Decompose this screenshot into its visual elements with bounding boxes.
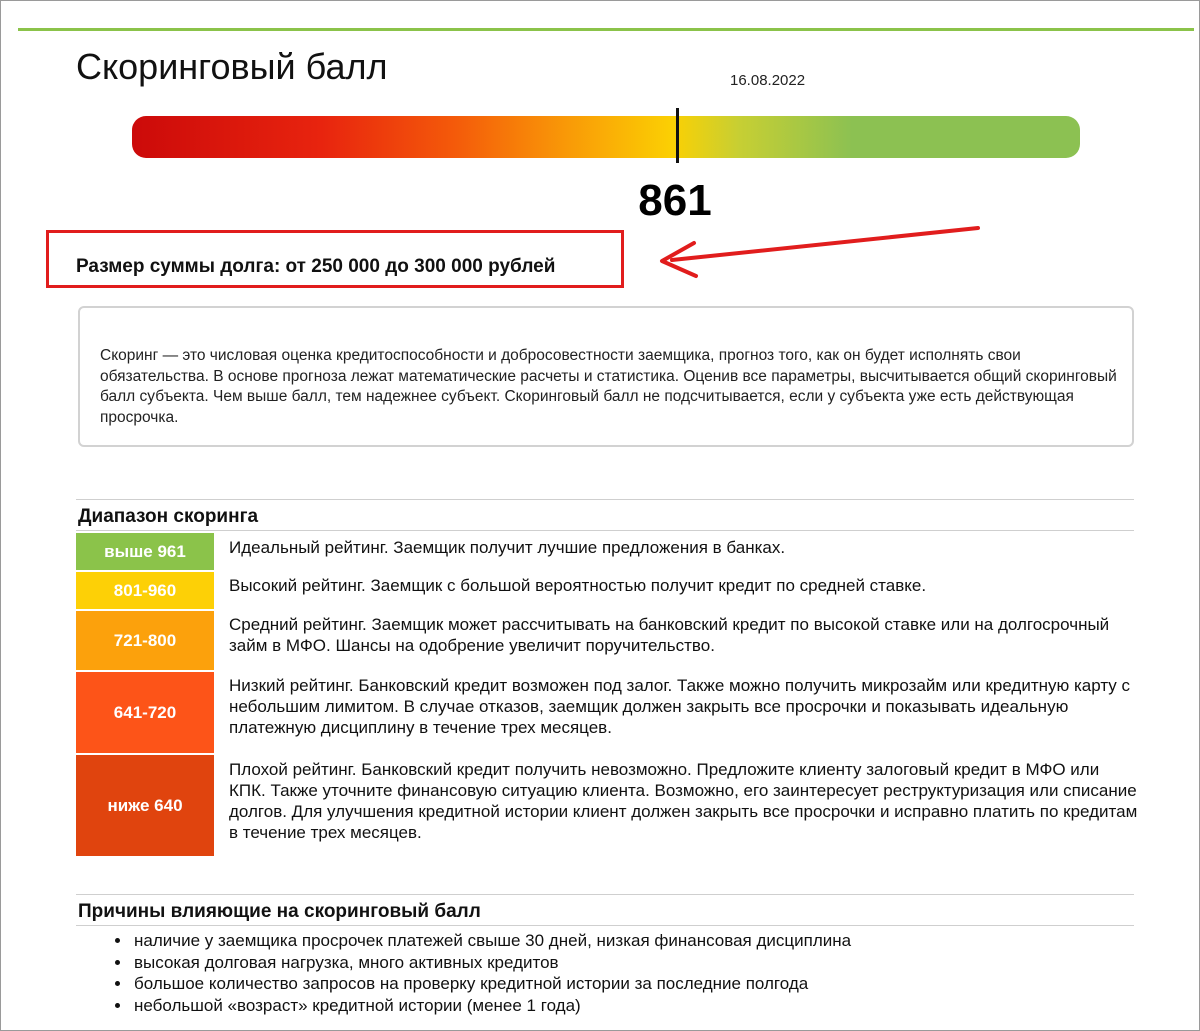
list-item: • небольшой «возраст» кредитной истории (менее 1 года) <box>132 995 851 1017</box>
score-marker <box>676 108 679 163</box>
red-arrow-icon <box>650 220 990 280</box>
range-badge-low: 641-720 <box>76 672 214 753</box>
range-desc-low: Низкий рейтинг. Банковский кредит возможен под залог. Также можно получить микрозайм или кредитную карту с небольшим лимитом. В случае отказов, заемщик должен закрыть все просрочки и показывать идеальную платежную дисциплину в течение трех месяцев. <box>229 676 1131 737</box>
top-divider <box>18 28 1194 31</box>
section-divider <box>76 530 1134 531</box>
list-item: • большое количество запросов на проверку кредитной истории за последние полгода <box>132 973 851 995</box>
score-value: 861 <box>638 176 712 225</box>
ranges-title: Диапазон скоринга <box>78 506 259 527</box>
section-divider <box>76 894 1134 895</box>
debt-amount-text: Размер суммы долга: от 250 000 до 300 000 рублей <box>76 256 556 277</box>
range-badge-bad: ниже 640 <box>76 755 214 856</box>
range-desc-medium: Средний рейтинг. Заемщик может рассчитывать на банковский кредит по высокой ставке или на долгосрочный займ в МФО. Шансы на одобрение увеличит поручительство. <box>229 615 1110 655</box>
reasons-title: Причины влияющие на скоринговый балл <box>78 901 481 922</box>
report-date: 16.08.2022 <box>730 72 806 89</box>
section-divider <box>76 925 1134 926</box>
score-scale-bar <box>132 116 1080 158</box>
range-desc-bad: Плохой рейтинг. Банковский кредит получить невозможно. Предложите клиенту залоговый кредит в МФО или КПК. Также уточните финансовую ситуацию клиента. Возможно, его заинтересует реструктуризация или списание долгов. Для улучшения кредитной истории клиент должен закрыть все просрочки и исправно платить по кредитам в течение трех месяцев. <box>229 760 1138 842</box>
scoring-explanation: Скоринг — это числовая оценка кредитоспособности и добросовестности заемщика, прогноз того, как он будет исполнять свои обязательства. В основе прогноза лежат математические расчеты и статистика. Оценив все параметры, высчитывается общий скоринговый балл субъекта. Чем выше балл, тем надежнее субъект. Скоринговый балл не подсчитывается, если у субъекта уже есть действующая просрочка. <box>100 347 1117 426</box>
section-divider <box>76 499 1134 500</box>
range-badge-medium: 721-800 <box>76 611 214 670</box>
page-title: Скоринговый балл <box>76 46 388 87</box>
range-badge-high: 801-960 <box>76 572 214 609</box>
range-desc-ideal: Идеальный рейтинг. Заемщик получит лучшие предложения в банках. <box>229 538 786 557</box>
list-item: • наличие у заемщика просрочек платежей свыше 30 дней, низкая финансовая дисциплина <box>132 930 851 952</box>
list-item: • высокая долговая нагрузка, много активных кредитов <box>132 952 851 974</box>
reasons-list <box>106 930 851 1016</box>
range-badge-ideal: выше 961 <box>76 533 214 570</box>
range-desc-high: Высокий рейтинг. Заемщик с большой вероятностью получит кредит по средней ставке. <box>229 576 927 595</box>
